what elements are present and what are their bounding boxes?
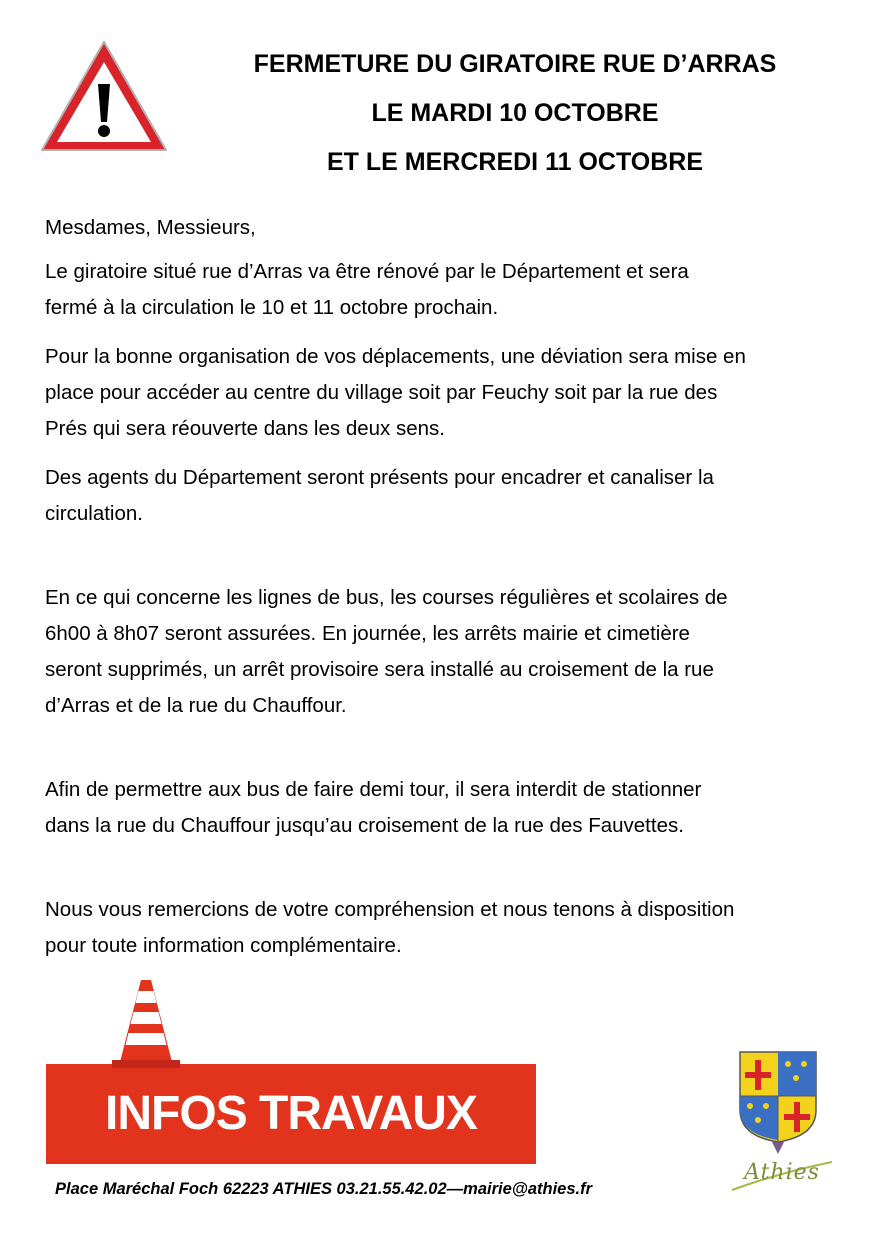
- paragraph-parking: [45, 772, 835, 844]
- traffic-cone-icon: [110, 978, 182, 1070]
- footer-address: Place Maréchal Foch 62223 ATHIES 03.21.55.42.02—mairie@athies.fr: [55, 1180, 593, 1198]
- paragraph-thanks: [45, 892, 835, 964]
- town-name: Athies: [744, 1160, 820, 1185]
- text-line: Le giratoire situé rue d’Arras va être rénové par le Département et sera: [45, 260, 689, 283]
- greeting: Mesdames, Messieurs,: [45, 216, 256, 239]
- text-line: place pour accéder au centre du village soit par Feuchy soit par la rue des: [45, 381, 718, 404]
- text-line: Prés qui sera réouverte dans les deux sens.: [45, 417, 445, 440]
- coat-of-arms-icon: [738, 1050, 818, 1158]
- text-line: pour toute information complémentaire.: [45, 934, 402, 957]
- text-line: circulation.: [45, 502, 143, 525]
- paragraph-bus: [45, 580, 835, 724]
- text-line: Nous vous remercions de votre compréhension et nous tenons à disposition: [45, 898, 735, 921]
- paragraph-agents: [45, 460, 835, 532]
- banner-text: INFOS TRAVAUX: [105, 1087, 477, 1140]
- text-line: dans la rue du Chauffour jusqu’au croisement de la rue des Fauvettes.: [45, 814, 684, 837]
- text-line: Des agents du Département seront présents pour encadrer et canaliser la: [45, 466, 714, 489]
- text-line: Afin de permettre aux bus de faire demi tour, il sera interdit de stationner: [45, 778, 702, 801]
- text-line: 6h00 à 8h07 seront assurées. En journée, les arrêts mairie et cimetière: [45, 622, 690, 645]
- text-line: fermé à la circulation le 10 et 11 octobre prochain.: [45, 296, 499, 319]
- warning-triangle-icon: [38, 38, 170, 156]
- title-line-2: LE MARDI 10 OCTOBRE: [371, 99, 659, 127]
- title-line-3: ET LE MERCREDI 11 OCTOBRE: [327, 148, 703, 176]
- town-logo: [726, 1150, 838, 1198]
- text-line: En ce qui concerne les lignes de bus, les courses régulières et scolaires de: [45, 586, 728, 609]
- notice-title: [200, 40, 830, 187]
- infos-travaux-banner: [46, 1064, 536, 1164]
- paragraph-renovation: [45, 254, 835, 326]
- title-line-1: FERMETURE DU GIRATOIRE RUE D’ARRAS: [253, 50, 777, 78]
- text-line: seront supprimés, un arrêt provisoire sera installé au croisement de la rue: [45, 658, 714, 681]
- text-line: d’Arras et de la rue du Chauffour.: [45, 694, 347, 717]
- notice-body: [45, 210, 835, 964]
- paragraph-deviation: [45, 339, 835, 447]
- text-line: Pour la bonne organisation de vos déplacements, une déviation sera mise en: [45, 345, 746, 368]
